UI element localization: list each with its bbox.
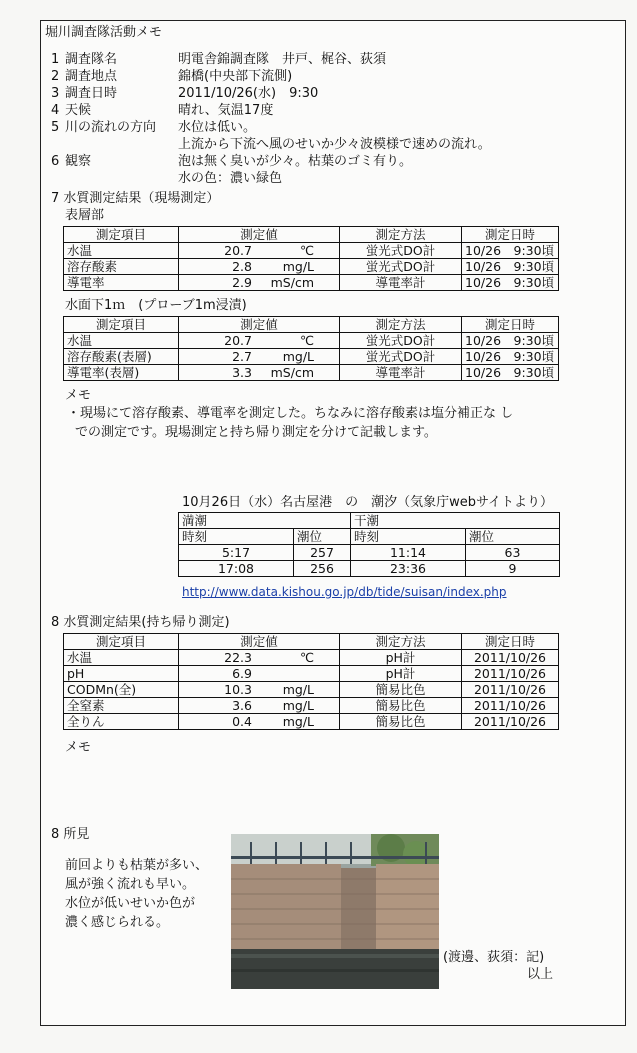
tide-level-label: 潮位 <box>294 529 351 545</box>
deep-table <box>63 316 559 381</box>
header-item: 測定項目 <box>64 317 179 333</box>
tide-high-time: 17:08 <box>179 561 294 577</box>
cell-value: 3.3 <box>232 365 252 380</box>
table-header-row <box>64 227 559 243</box>
cell-value: 3.6 <box>232 698 252 713</box>
cell-value: 2.7 <box>232 349 252 364</box>
deep-label: 水面下1ｍ (プローブ1m浸漬) <box>65 298 247 313</box>
header-date: 測定日時 <box>462 634 559 650</box>
header-method: 測定方法 <box>340 227 462 243</box>
memo-line2: での測定です。現場測定と持ち帰り測定を分けて記載します。 <box>75 425 437 440</box>
tide-table <box>178 512 560 577</box>
tide-low-level: 9 <box>466 561 560 577</box>
tide-header-row <box>179 513 560 529</box>
tide-subheader-row <box>179 529 560 545</box>
table-row <box>64 698 559 714</box>
info-label-2: 調査地点 <box>65 69 118 84</box>
cell-value: 2.9 <box>232 275 252 290</box>
cell-item: 導電率 <box>64 275 179 291</box>
cell-method: pH計 <box>340 650 462 666</box>
table-row <box>64 275 559 291</box>
cell-time: 10/26 9:30頃 <box>462 259 559 275</box>
section8-title: 8 水質測定結果(持ち帰り測定) <box>51 615 230 630</box>
observe-line2: 水の色：濃い緑色 <box>178 171 283 186</box>
cell-value: 0.4 <box>232 714 252 729</box>
table-row <box>64 259 559 275</box>
cell-time: 10/26 9:30頃 <box>462 243 559 259</box>
cell-unit: ℃ <box>299 243 314 258</box>
cell-date: 2011/10/26 <box>462 698 559 714</box>
cell-value: 10.3 <box>224 682 252 697</box>
cell-value: 20.7 <box>224 243 252 258</box>
table-row <box>64 333 559 349</box>
table-row <box>64 714 559 730</box>
cell-unit: ℃ <box>299 650 314 665</box>
cell-date: 2011/10/26 <box>462 682 559 698</box>
cell-method: 導電率計 <box>340 275 462 291</box>
cell-unit: mS/cm <box>270 365 314 380</box>
lab-table <box>63 633 559 730</box>
info-value-4: 晴れ、気温17度 <box>178 103 274 118</box>
cell-unit: ℃ <box>299 333 314 348</box>
table-row <box>179 545 560 561</box>
table-header-row <box>64 317 559 333</box>
tide-high-label: 満潮 <box>179 513 351 529</box>
river-num: 5 <box>51 120 60 135</box>
cell-method: 導電率計 <box>340 365 462 381</box>
tide-source-link[interactable]: http://www.data.kishou.go.jp/db/tide/suisan/index.php <box>182 585 507 599</box>
observe-line1: 泡は無く臭いが少々。枯葉のゴミ有り。 <box>178 154 413 169</box>
cell-date: 2011/10/26 <box>462 666 559 682</box>
cell-method: 蛍光式DO計 <box>340 259 462 275</box>
cell-time: 10/26 9:30頃 <box>462 349 559 365</box>
findings-title: 8 所見 <box>51 827 90 842</box>
cell-unit: mg/L <box>282 349 314 364</box>
tide-time-label: 時刻 <box>179 529 294 545</box>
cell-item: 全りん <box>64 714 179 730</box>
tide-low-label: 干潮 <box>351 513 560 529</box>
header-method: 測定方法 <box>340 634 462 650</box>
table-row <box>64 682 559 698</box>
header-value: 測定値 <box>179 227 340 243</box>
cell-unit: mg/L <box>282 698 314 713</box>
river-photo-image <box>231 834 439 989</box>
header-value: 測定値 <box>179 317 340 333</box>
cell-value: 6.9 <box>232 666 252 681</box>
table-row <box>179 561 560 577</box>
river-line2: 上流から下流へ風のせいか少々波模様で速めの流れ。 <box>178 137 491 152</box>
report-page <box>40 20 626 1026</box>
table-row <box>64 650 559 666</box>
info-num-3: 3 <box>51 86 60 101</box>
findings-line: 風が強く流れも早い。 <box>65 877 196 892</box>
cell-method: 蛍光式DO計 <box>340 243 462 259</box>
info-num-4: 4 <box>51 103 60 118</box>
info-value-3: 2011/10/26(水) 9:30 <box>178 86 319 101</box>
header-method: 測定方法 <box>340 317 462 333</box>
cell-item: 水温 <box>64 243 179 259</box>
cell-method: 簡易比色 <box>340 714 462 730</box>
tide-low-time: 11:14 <box>351 545 466 561</box>
tide-title: 10月26日（水）名古屋港 の 潮汐（気象庁webサイトより） <box>182 495 554 510</box>
tide-low-level: 63 <box>466 545 560 561</box>
tide-low-time: 23:36 <box>351 561 466 577</box>
cell-item: CODMn(全) <box>64 682 179 698</box>
cell-value: 20.7 <box>224 333 252 348</box>
observe-label: 観察 <box>65 154 92 169</box>
cell-time: 10/26 9:30頃 <box>462 275 559 291</box>
surface-table <box>63 226 559 291</box>
end-mark: 以上 <box>527 967 554 982</box>
cell-method: 蛍光式DO計 <box>340 349 462 365</box>
cell-method: pH計 <box>340 666 462 682</box>
cell-date: 2011/10/26 <box>462 714 559 730</box>
river-line1: 水位は低い。 <box>178 120 257 135</box>
cell-unit: mg/L <box>282 682 314 697</box>
tide-high-level: 256 <box>294 561 351 577</box>
memo-label: メモ <box>65 388 92 403</box>
table-row <box>64 365 559 381</box>
memo-line1: ・現場にて溶存酸素、導電率を測定した。ちなみに溶存酸素は塩分補正な し <box>67 406 514 421</box>
page-title: 堀川調査隊活動メモ <box>45 25 163 40</box>
cell-method: 蛍光式DO計 <box>340 333 462 349</box>
tide-high-time: 5:17 <box>179 545 294 561</box>
info-label-3: 調査日時 <box>65 86 118 101</box>
table-row <box>64 349 559 365</box>
river-label: 川の流れの方向 <box>65 120 157 135</box>
cell-unit: mg/L <box>282 714 314 729</box>
surface-label: 表層部 <box>65 208 105 223</box>
tide-high-level: 257 <box>294 545 351 561</box>
cell-method: 簡易比色 <box>340 682 462 698</box>
header-time: 測定日時 <box>462 227 559 243</box>
header-item: 測定項目 <box>64 634 179 650</box>
findings-line: 前回よりも枯葉が多い、 <box>65 858 209 873</box>
river-photo <box>231 834 439 989</box>
table-row <box>64 243 559 259</box>
cell-method: 簡易比色 <box>340 698 462 714</box>
info-label-1: 調査隊名 <box>65 52 118 67</box>
table-row <box>64 666 559 682</box>
header-value: 測定値 <box>179 634 340 650</box>
info-label-4: 天候 <box>65 103 92 118</box>
cell-date: 2011/10/26 <box>462 650 559 666</box>
cell-item: pH <box>64 666 179 682</box>
info-value-2: 錦橋(中央部下流側) <box>178 69 293 84</box>
info-num-2: 2 <box>51 69 60 84</box>
cell-item: 水温 <box>64 333 179 349</box>
header-item: 測定項目 <box>64 227 179 243</box>
info-value-1: 明電舎錦調査隊 井戸、梶谷、荻須 <box>178 52 387 67</box>
cell-time: 10/26 9:30頃 <box>462 365 559 381</box>
tide-level-label: 潮位 <box>466 529 560 545</box>
cell-item: 溶存酸素 <box>64 259 179 275</box>
cell-item: 溶存酸素(表層) <box>64 349 179 365</box>
cell-item: 導電率(表層) <box>64 365 179 381</box>
cell-item: 全窒素 <box>64 698 179 714</box>
cell-value: 2.8 <box>232 259 252 274</box>
info-num-1: 1 <box>51 52 60 67</box>
signature: (渡邊、荻須：記) <box>443 950 545 965</box>
tide-time-label: 時刻 <box>351 529 466 545</box>
findings-line: 水位が低いせいか色が <box>65 896 196 911</box>
cell-time: 10/26 9:30頃 <box>462 333 559 349</box>
observe-num: 6 <box>51 154 60 169</box>
section7-title: 7 水質測定結果（現場測定） <box>51 191 220 206</box>
table-header-row <box>64 634 559 650</box>
header-time: 測定日時 <box>462 317 559 333</box>
findings-line: 濃く感じられる。 <box>65 915 170 930</box>
cell-value: 22.3 <box>224 650 252 665</box>
cell-item: 水温 <box>64 650 179 666</box>
lab-memo-label: メモ <box>65 740 92 755</box>
cell-unit: mS/cm <box>270 275 314 290</box>
cell-unit: mg/L <box>282 259 314 274</box>
